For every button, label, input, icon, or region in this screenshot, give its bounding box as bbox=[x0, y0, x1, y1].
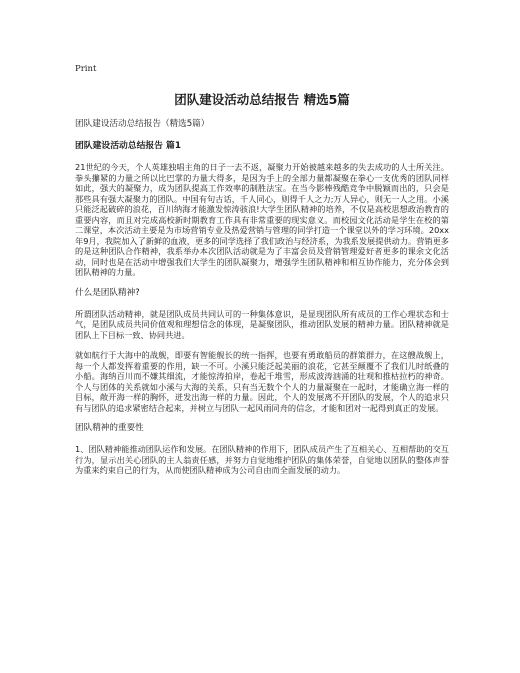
section-heading-1: 团队建设活动总结报告 篇1 bbox=[75, 141, 181, 151]
document-title: 团队建设活动总结报告 精选5篇 bbox=[174, 92, 350, 107]
question-importance: 团队精神的重要性 bbox=[75, 423, 144, 433]
print-link[interactable]: Print bbox=[75, 64, 97, 74]
question-what-is-team-spirit: 什么是团队精神? bbox=[75, 287, 140, 298]
paragraph-definition: 所谓团队活动精神，就是团队成员共同认可的一种集体意识，是显现团队所有成员的工作心理状态和士气，是团队成员共同价值观和理想信念的体现，是凝聚团队，推动团队发展的精神力量。团队精神就是团队上下目标一致、协同共进。 bbox=[75, 308, 449, 340]
document-page bbox=[75, 64, 449, 486]
document-subtitle: 团队建设活动总结报告（精选5篇） bbox=[75, 119, 210, 129]
paragraph-warship-analogy: 就如航行于大海中的战舰，即要有智能舰长的统一指挥，也要有勇敢船员的群策群力，在这艘战舰上，每一个人都发挥着重要的作用，缺一不可。小溪只能泛起美丽的浪花，它甚至颠覆不了我们儿时纸叠的小船。海纳百川而不嫌其细流，才能惊涛拍岸，卷起千堆雪，形成波涛汹涌的壮观和推枯拉朽的神奇。个人与团体的关系就如小溪与大海的关系，只有当无数个个人的力量凝聚在一起时，才能确立海一样的目标，敞开海一样的胸怀，迸发出海一样的力量。因此，个人的发展离不开团队的发展，个人的追求只有与团队的追求紧密结合起来，并树立与团队一起风雨同舟的信念，才能和团对一起得到真正的发展。 bbox=[75, 350, 449, 413]
paragraph-intro: 21世纪的今天，个人英雄独唱主角的日子一去不返，凝聚力开始被越来越多的失去成功的人士所关注。拳头攥紧的力量之所以比巴掌的力量大得多，是因为手上的全部力量都凝聚在拳心一支优秀的团队同样如此，强大的凝聚力，成为团队提高工作效率的制胜法宝。在当今影棒残酷竞争中脱颖而出的，只会是那些具有强大凝聚力的团队。中国有句古话，千人同心，则得千人之力;万人异心，则无一人之用。小溪只能泛起破碎的浪花，百川纳海才能激发惊涛骇浪!大学生团队精神的培养，不仅是高校思想政治教育的重要内容，而且对完成高校新时期教育工作具有非常重要的现实意义。而校园文化活动是学生在校的第二课堂，本次活动主要是为市场营销专业及热爱营销与管理的同学打造一个课堂以外的学习环境。20xx年9月，我院加入了新鲜的血液，更多的同学选择了我们政治与经济系，为我系发展提供动力。营销更多的是这种团队合作精神，我系举办本次团队活动就是为了丰富会员及营销管理爱好者更多的课余文化活动，同时也是在活动中增强我们大学生的团队凝聚力，增强学生团队精神和相互协作能力，充分体会到团队精神的力量。 bbox=[75, 162, 449, 277]
paragraph-importance-1: 1、团队精神能推动团队运作和发展。在团队精神的作用下，团队成员产生了互相关心、互相帮助的交互行为，显示出关心团队的主人翁责任感，并努力自觉地维护团队的集体荣誉，自觉地以团队的整体声誉为重来约束自己的行为，从而使团队精神成为公司自由而全面发展的动力。 bbox=[75, 444, 449, 475]
